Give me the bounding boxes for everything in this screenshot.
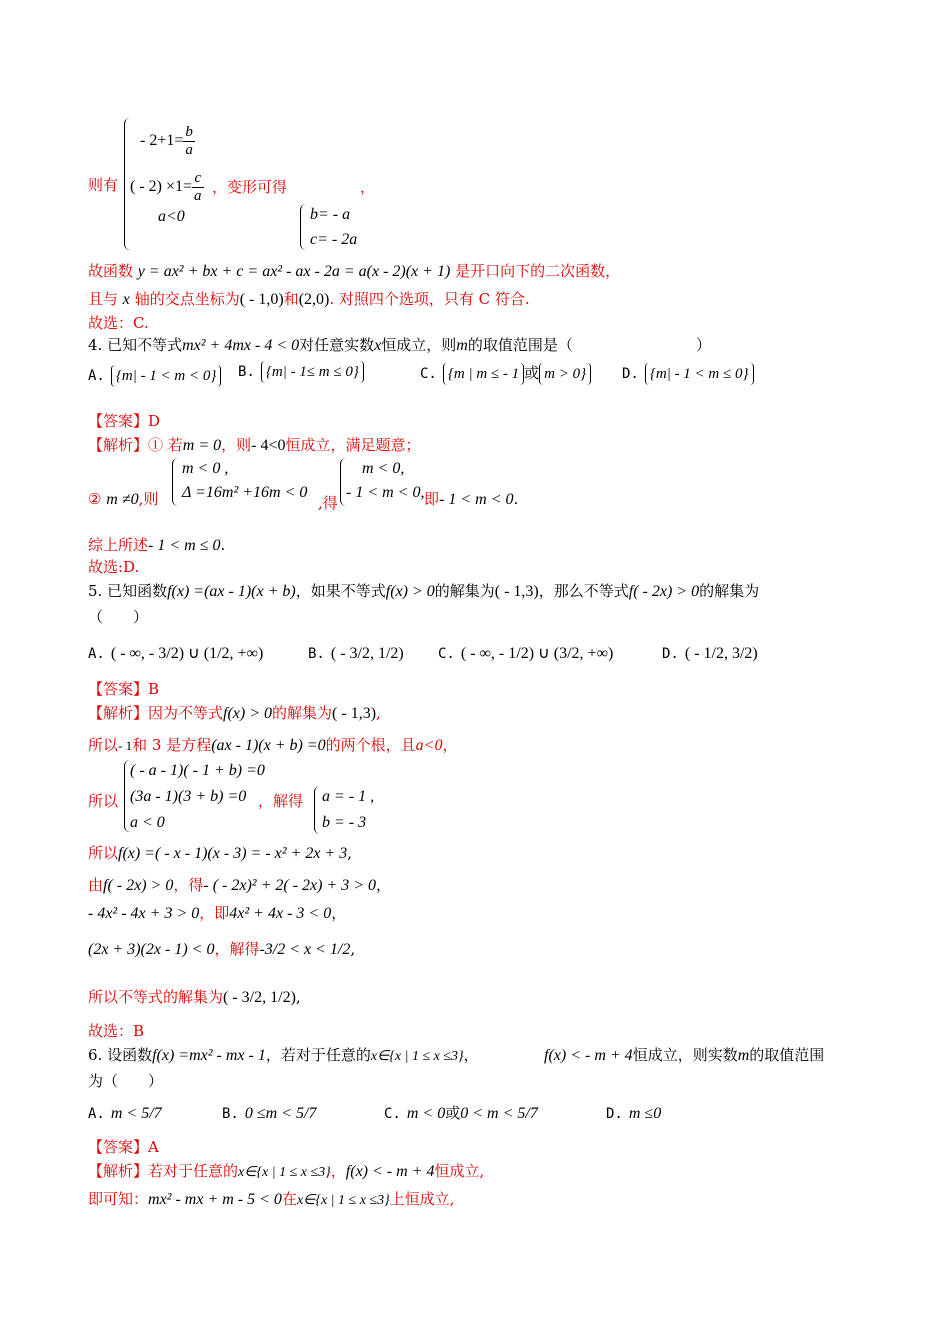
function-line: 故函数 y = ax² + bx + c = ax² - ax - 2a = a(x - 2)(x + 1) 是开口向下的二次函数，	[88, 262, 621, 280]
q5-solve-label: ，解得	[258, 792, 304, 810]
q5-analysis-1: 【解析】因为不等式f(x) > 0的解集为( - 1,3),	[88, 704, 381, 722]
q5-analysis-4: 所以f(x) =( - x - 1)(x - 3) = - x² + 2x + 3,	[88, 844, 353, 862]
q5-analysis-2: 所以- 1和 3 是方程(ax - 1)(x + b) =0的两个根，且a<0，	[88, 736, 458, 754]
q5-sys2: (3a - 1)(3 + b) =0	[130, 788, 247, 805]
q6-analysis-2: 即可知：mx² - mx + m - 5 < 0在x∈{x | 1 ≤ x ≤3}上恒成立,	[88, 1190, 455, 1208]
q4-case2-res2: - 1 < m < 0,	[346, 484, 425, 501]
q6-option-d[interactable]: D. m ≤0	[606, 1105, 662, 1122]
q5-res2: b = - 3	[322, 814, 367, 831]
q4-case2-label: ② m ≠0,则	[88, 490, 159, 508]
q5-analysis-6: - 4x² - 4x + 3 > 0，即4x² + 4x - 3 < 0，	[88, 904, 347, 922]
q6-analysis-1: 【解析】若对于任意的x∈{x | 1 ≤ x ≤3}，f(x) < - m + 4恒成立,	[88, 1162, 485, 1180]
q4-option-d[interactable]: D. {m| - 1 < m ≤ 0}	[622, 362, 754, 385]
q5-option-a[interactable]: A. ( - ∞, - 3/2) ∪ (1/2, +∞)	[88, 645, 264, 662]
q6-stem-b: f(x) < - m + 4恒成立，则实数m的取值范围	[544, 1046, 825, 1064]
q5-analysis-5: 由f( - 2x) > 0，得- ( - 2x)² + 2( - 2x) + 3 > 0，	[88, 876, 392, 894]
q4-option-c[interactable]: C. {m | m ≤ - 1 或 m > 0}	[420, 362, 591, 385]
q5-sys1: ( - a - 1)( - 1 + b) =0	[130, 762, 265, 779]
q5-stem: 5. 已知函数f(x) =(ax - 1)(x + b)，如果不等式f(x) > 0的解集为( - 1,3)，那么不等式f( - 2x) > 0的解集为	[88, 582, 760, 600]
q4-case2-brace	[172, 458, 180, 506]
q4-case2-get: ,得	[318, 494, 338, 512]
q4-stem: 4. 已知不等式mx² + 4mx - 4 < 0对任意实数x恒成立，则m的取值范围是（	[88, 336, 573, 354]
solution-brace	[300, 204, 308, 250]
q5-option-c[interactable]: C. ( - ∞, - 1/2) ∪ (3/2, +∞)	[438, 645, 614, 662]
solution-eq-1: b= - a	[310, 206, 351, 223]
q5-sys3: a < 0	[130, 814, 165, 831]
system-eq-1: - 2+1= $\frac{b}{a}$	[140, 124, 193, 158]
q4-conclusion: 故选:D.	[88, 558, 140, 576]
q5-conclusion: 故选：B	[88, 1022, 145, 1040]
system-eq-2: ( - 2) ×1= $\frac{c}{a}$	[130, 170, 202, 204]
q4-case2-sys2: Δ =16m² +16m < 0	[182, 484, 308, 501]
q5-analysis-7: (2x + 3)(2x - 1) < 0，解得-3/2 < x < 1/2,	[88, 940, 356, 958]
q6-option-c[interactable]: C. m < 0或0 < m < 5/7	[384, 1104, 538, 1122]
q5-result-brace	[314, 786, 322, 834]
q4-case2-final: 即- 1 < m < 0.	[424, 490, 519, 508]
q5-so-label: 所以	[88, 792, 119, 810]
then-label: 则有	[88, 176, 119, 194]
q6-option-a[interactable]: A. m < 5/7	[88, 1105, 162, 1122]
q4-summary: 综上所述- 1 < m ≤ 0.	[88, 536, 226, 554]
q4-analysis-1: 【解析】① 若m = 0，则- 4<0恒成立，满足题意；	[88, 436, 421, 454]
solution-eq-2: c= - 2a	[310, 231, 358, 248]
transform-comma: ，	[360, 178, 376, 196]
q5-option-b[interactable]: B. ( - 3/2, 1/2)	[308, 645, 404, 662]
q6-stem: 6. 设函数f(x) =mx² - mx - 1，若对于任意的x∈{x | 1 ≤ x ≤3}，	[88, 1046, 479, 1064]
intersect-line: 且与 x 轴的交点坐标为( - 1,0)和(2,0). 对照四个选项，只有 C 符合.	[88, 290, 530, 308]
q4-answer: 【答案】D	[88, 412, 161, 430]
conclusion-q3: 故选：C.	[88, 314, 149, 332]
q6-stem-line2: 为（ ）	[88, 1072, 164, 1090]
q4-case2-sys1: m < 0 ,	[182, 460, 229, 477]
q4-option-a[interactable]: A. {m| - 1 < m < 0}	[88, 364, 221, 387]
q5-answer: 【答案】B	[88, 680, 160, 698]
transform-text: ，变形可得	[212, 178, 288, 196]
q5-analysis-8: 所以不等式的解集为( - 3/2, 1/2),	[88, 988, 301, 1006]
q5-paren-blank: （ ）	[88, 608, 149, 626]
q4-option-b[interactable]: B. {m| - 1≤ m ≤ 0}	[238, 360, 364, 383]
q5-option-d[interactable]: D. ( - 1/2, 3/2)	[662, 645, 758, 662]
q4-case2-res1: m < 0,	[362, 460, 405, 477]
q6-option-b[interactable]: B. 0 ≤m < 5/7	[222, 1105, 317, 1122]
q4-stem-close: ）	[696, 336, 712, 354]
q6-answer: 【答案】A	[88, 1138, 159, 1156]
system-eq-3: a<0	[158, 208, 185, 225]
q5-res1: a = - 1 ,	[322, 788, 375, 805]
